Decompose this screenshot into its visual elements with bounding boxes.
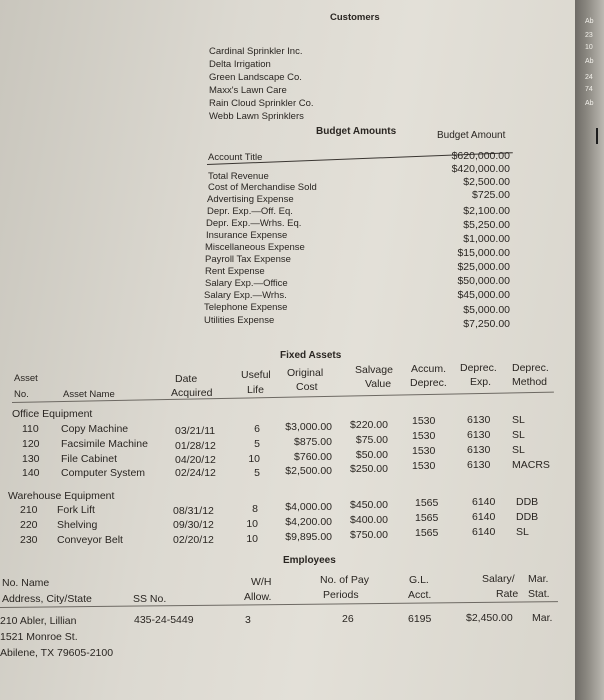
customer-name: Maxx's Lawn Care xyxy=(209,85,287,96)
budget-amount: $1,000.00 xyxy=(463,233,510,245)
employee-ssn: 435-24-5449 xyxy=(134,614,194,626)
asset-no: 210 xyxy=(20,504,38,516)
date-acquired: 03/21/11 xyxy=(175,425,216,437)
asset-name: Fork Lift xyxy=(57,504,95,516)
accum-deprec: 1565 xyxy=(415,497,439,509)
deprec-exp: 6140 xyxy=(472,526,496,538)
edge-label: Ab xyxy=(585,100,594,107)
date-acquired: 02/24/12 xyxy=(175,467,216,479)
budget-account: Rent Expense xyxy=(205,266,265,277)
budget-amount: $5,000.00 xyxy=(463,304,510,316)
budget-amount: $7,250.00 xyxy=(463,318,510,330)
col-date: Date xyxy=(175,373,198,385)
budget-amount: $620,000.00 xyxy=(451,150,510,162)
col-exp: Exp. xyxy=(470,376,492,388)
edge-label: 23 xyxy=(585,32,593,39)
employees-title: Employees xyxy=(283,555,336,566)
budget-amount: $25,000.00 xyxy=(457,261,510,273)
col-salvage: Salvage xyxy=(355,364,393,376)
col-accum: Accum. xyxy=(411,363,447,375)
useful-life: 6 xyxy=(254,423,260,435)
customer-name: Webb Lawn Sprinklers xyxy=(209,111,304,122)
accum-deprec: 1565 xyxy=(415,527,439,539)
edge-label: Ab xyxy=(585,18,594,25)
col-rate: Salary/ xyxy=(482,573,515,585)
budget-account: Total Revenue xyxy=(208,171,269,182)
deprec-method: SL xyxy=(512,444,525,456)
asset-no: 220 xyxy=(20,519,38,531)
budget-amount: $2,100.00 xyxy=(463,205,510,217)
budget-title: Budget Amounts xyxy=(316,126,397,137)
useful-life: 8 xyxy=(252,503,258,515)
original-cost: $760.00 xyxy=(294,451,332,463)
budget-amount: $420,000.00 xyxy=(451,163,510,175)
asset-no: 130 xyxy=(22,453,40,465)
col-ssn: SS No. xyxy=(133,593,167,605)
salvage-value: $400.00 xyxy=(350,514,388,526)
col-exp: Deprec. xyxy=(460,362,497,374)
accum-deprec: 1530 xyxy=(412,460,436,472)
edge-label: 10 xyxy=(585,44,593,51)
deprec-exp: 6140 xyxy=(472,496,496,508)
budget-account: Miscellaneous Expense xyxy=(205,242,305,253)
salvage-value: $750.00 xyxy=(350,529,388,541)
col-asset-no: Asset xyxy=(14,373,38,384)
asset-name: Shelving xyxy=(57,519,98,531)
col-no-name: No. Name xyxy=(2,577,50,589)
col-rate: Rate xyxy=(496,588,519,600)
col-asset-name: Asset Name xyxy=(63,389,115,400)
accum-deprec: 1530 xyxy=(412,415,436,427)
asset-no: 230 xyxy=(20,534,38,546)
edge-label: Ab xyxy=(585,58,594,65)
asset-name: Facsimile Machine xyxy=(61,438,148,450)
budget-account: Advertising Expense xyxy=(207,194,294,205)
asset-name: Copy Machine xyxy=(61,423,129,435)
employee-address: 1521 Monroe St. xyxy=(0,631,78,643)
budget-account: Cost of Merchandise Sold xyxy=(208,182,317,193)
original-cost: $9,895.00 xyxy=(285,531,332,543)
deprec-exp: 6140 xyxy=(472,511,496,523)
salvage-value: $450.00 xyxy=(350,499,388,511)
useful-life: 10 xyxy=(246,518,258,530)
asset-name: Conveyor Belt xyxy=(57,534,123,546)
budget-account: Depr. Exp.—Wrhs. Eq. xyxy=(206,218,302,229)
customers-title: Customers xyxy=(330,12,380,23)
budget-amount: $725.00 xyxy=(472,189,510,201)
edge-label: 24 xyxy=(585,74,593,81)
date-acquired: 02/20/12 xyxy=(173,534,214,546)
employee-wh: 3 xyxy=(245,614,251,626)
asset-no: 110 xyxy=(22,423,39,435)
budget-amount: $50,000.00 xyxy=(457,275,510,287)
budget-account: Telephone Expense xyxy=(204,302,288,313)
employee-pay-periods: 26 xyxy=(342,613,354,625)
budget-account: Payroll Tax Expense xyxy=(205,254,291,265)
budget-amount: $5,250.00 xyxy=(463,219,510,231)
deprec-method: MACRS xyxy=(512,459,550,471)
col-pay-periods: No. of Pay xyxy=(320,574,370,586)
asset-no: 120 xyxy=(22,438,40,450)
salvage-value: $250.00 xyxy=(350,463,388,475)
col-address: Address, City/State xyxy=(2,593,92,605)
budget-amount: $2,500.00 xyxy=(463,176,510,188)
accum-deprec: 1565 xyxy=(415,512,439,524)
col-cost: Cost xyxy=(296,381,318,393)
deprec-method: DDB xyxy=(516,496,539,508)
col-accum: Deprec. xyxy=(410,377,447,389)
budget-col-amount: Budget Amount xyxy=(437,130,506,141)
employee-city-state: Abilene, TX 79605-2100 xyxy=(0,647,114,659)
budget-account: Insurance Expense xyxy=(206,230,288,241)
date-acquired: 08/31/12 xyxy=(173,505,214,517)
edge-mark xyxy=(596,128,598,144)
edge-label: 74 xyxy=(585,86,593,93)
budget-account: Salary Exp.—Office xyxy=(205,278,288,289)
deprec-exp: 6130 xyxy=(467,444,491,456)
col-gl: Acct. xyxy=(408,589,432,601)
asset-name: File Cabinet xyxy=(61,453,118,465)
col-pay-periods: Periods xyxy=(323,589,359,601)
adjacent-page-edge xyxy=(575,0,604,700)
col-life: Useful xyxy=(241,369,271,381)
col-asset-no: No. xyxy=(14,389,29,400)
col-mar: Stat. xyxy=(528,588,550,600)
date-acquired: 01/28/12 xyxy=(175,440,216,452)
useful-life: 5 xyxy=(254,438,260,450)
employee-rate: $2,450.00 xyxy=(466,612,513,624)
col-wh: Allow. xyxy=(244,591,272,603)
date-acquired: 04/20/12 xyxy=(175,454,216,466)
original-cost: $4,000.00 xyxy=(285,501,332,513)
employee-name: 210 Abler, Lillian xyxy=(0,615,77,627)
deprec-exp: 6130 xyxy=(467,459,491,471)
customer-name: Delta Irrigation xyxy=(209,59,271,70)
customer-name: Rain Cloud Sprinkler Co. xyxy=(209,98,314,109)
salvage-value: $50.00 xyxy=(355,449,388,461)
original-cost: $875.00 xyxy=(294,436,332,448)
original-cost: $4,200.00 xyxy=(285,516,332,528)
col-cost: Original xyxy=(287,367,324,379)
col-method: Deprec. xyxy=(512,362,549,374)
original-cost: $3,000.00 xyxy=(285,421,332,433)
deprec-exp: 6130 xyxy=(467,414,491,426)
salvage-value: $75.00 xyxy=(355,434,388,446)
budget-col-account: Account Title xyxy=(208,152,263,163)
asset-no: 140 xyxy=(22,467,40,479)
deprec-method: DDB xyxy=(516,511,539,523)
employee-mar: Mar. xyxy=(532,612,553,624)
col-salvage: Value xyxy=(365,378,392,390)
group-name: Office Equipment xyxy=(12,408,93,420)
budget-amount: $45,000.00 xyxy=(457,289,510,301)
budget-account: Depr. Exp.—Off. Eq. xyxy=(207,206,293,217)
col-mar: Mar. xyxy=(528,573,549,585)
customer-name: Cardinal Sprinkler Inc. xyxy=(209,46,303,57)
col-life: Life xyxy=(247,384,264,396)
budget-amount: $15,000.00 xyxy=(457,247,510,259)
deprec-method: SL xyxy=(512,414,525,426)
col-method: Method xyxy=(512,376,548,388)
budget-account: Salary Exp.—Wrhs. xyxy=(204,290,287,301)
useful-life: 10 xyxy=(248,453,260,465)
customer-name: Green Landscape Co. xyxy=(209,72,302,83)
col-date: Acquired xyxy=(171,387,213,399)
asset-name: Computer System xyxy=(61,467,146,479)
original-cost: $2,500.00 xyxy=(285,465,332,477)
date-acquired: 09/30/12 xyxy=(173,519,214,531)
group-name: Warehouse Equipment xyxy=(8,490,115,502)
col-gl: G.L. xyxy=(409,574,429,586)
accum-deprec: 1530 xyxy=(412,430,436,442)
useful-life: 10 xyxy=(246,533,258,545)
employee-gl: 6195 xyxy=(408,613,432,625)
budget-account: Utilities Expense xyxy=(204,315,275,326)
deprec-exp: 6130 xyxy=(467,429,491,441)
useful-life: 5 xyxy=(254,467,260,479)
col-wh: W/H xyxy=(251,576,272,588)
salvage-value: $220.00 xyxy=(350,419,388,431)
deprec-method: SL xyxy=(512,429,525,441)
fixed-assets-title: Fixed Assets xyxy=(280,350,342,361)
deprec-method: SL xyxy=(516,526,529,538)
accum-deprec: 1530 xyxy=(412,445,436,457)
